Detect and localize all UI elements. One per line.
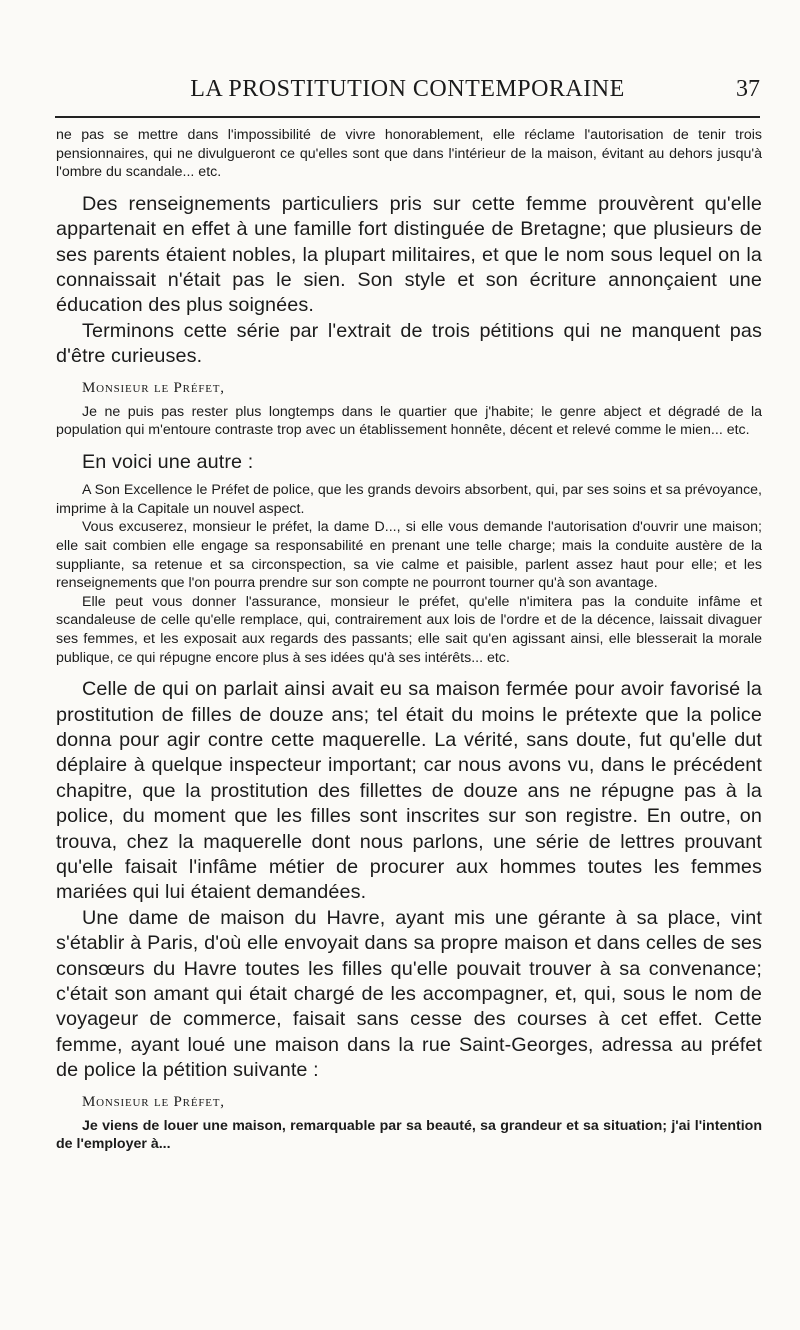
- page-body: [56, 126, 762, 1154]
- running-title: LA PROSTITUTION CONTEMPORAINE: [190, 76, 625, 102]
- petition-one: Je ne puis pas rester plus longtemps dans le quartier que j'habite; le genre abject et dégradé de la population qui m'entoure contraste trop avec un établissement honnête, décent et relevé comme le mien... etc.: [56, 403, 762, 439]
- paragraph-terminons: Terminons cette série par l'extrait de trois pétitions qui ne manquent pas d'être curieuses.: [56, 319, 762, 368]
- petition-two-closing: Elle peut vous donner l'assurance, monsieur le préfet, qu'elle n'imitera pas la conduite infâme et scandaleuse de celle qu'elle remplace, qui, contrairement aux lois de l'ordre et de la décence, laissait divaguer ses femmes, et les exposait aux regards des passants; elle sait qu'en agissant ainsi, elle blesserait la morale publique, ce qui répugne encore plus à ses idées qu'à ses intérêts... etc.: [56, 593, 762, 666]
- running-header: [55, 76, 760, 118]
- salutation-prefet-2: Monsieur le Préfet,: [82, 1093, 225, 1110]
- page-number: 37: [736, 76, 760, 102]
- petition-two-address: A Son Excellence le Préfet de police, que les grands devoirs absorbent, qui, par ses soins et sa prévoyance, imprime à la Capitale un nouvel aspect.: [56, 482, 762, 517]
- paragraph-renseignements: Des renseignements particuliers pris sur cette femme prouvèrent qu'elle appartenait en effet à une famille fort distinguée de Bretagne; que plusieurs de ses parents étaient nobles, la plupart militaires, et que le nom sous lequel on la connaissait n'était pas le sien. Son style et son écriture annonçaient une éducation des plus soignées.: [56, 192, 762, 317]
- petition-three: Je viens de louer une maison, remarquable par sa beauté, sa grandeur et sa situation; j'ai l'intention de l'employer à...: [56, 1117, 762, 1153]
- paragraph-dame-havre: Une dame de maison du Havre, ayant mis une gérante à sa place, vint s'établir à Paris, d'où elle envoyait dans sa propre maison et dans celles de ses consœurs du Havre toutes les filles qu'elle pouvait trouver à sa convenance; c'était son amant qui était chargé de les accompagner, et, qui, sous le nom de voyageur de commerce, faisait sans cesse des courses à cet effet. Cette femme, ayant loué une maison dans la rue Saint-Georges, adressa au préfet de police la pétition suivante :: [56, 906, 762, 1082]
- paragraph-en-voici: En voici une autre :: [82, 450, 254, 473]
- salutation-prefet-1: Monsieur le Préfet,: [82, 379, 225, 396]
- petition-two-body: Vous excuserez, monsieur le préfet, la dame D..., si elle vous demande l'autorisation d'ouvrir une maison; elle sait combien elle engage sa responsabilité en prenant une telle charge; mais la conduite austère de la suppliante, sa retenue et sa circonspection, sa vie calme et paisible, parlent assez haut pour elle; et les renseignements que l'on pourra prendre sur son compte ne pourront tourner qu'à son avantage.: [56, 519, 762, 592]
- paragraph-celle-de-qui: Celle de qui on parlait ainsi avait eu sa maison fermée pour avoir favorisé la prostitution de filles de douze ans; tel était du moins le prétexte que la police donna pour agir contre cette maquerelle. La vérité, sans doute, fut qu'elle dut déplaire à quelque inspecteur important; car nous avons vu, dans le précédent chapitre, que la prostitution des fillettes de douze ans ne répugne pas à la police, du moment que les filles sont inscrites sur son registre. En outre, on trouva, chez la maquerelle dont nous parlons, une série de lettres prouvant qu'elle faisait l'infâme métier de procurer aux hommes toutes les femmes mariées qui lui étaient demandées.: [56, 678, 762, 904]
- paragraph-continued-quote: ne pas se mettre dans l'impossibilité de vivre honorablement, elle réclame l'autorisation de tenir trois pensionnaires, qui ne divulgueront ce qu'elles sont que dans l'intérieur de la maison, évitant au dehors jusqu'à l'ombre du scandale... etc.: [56, 127, 762, 181]
